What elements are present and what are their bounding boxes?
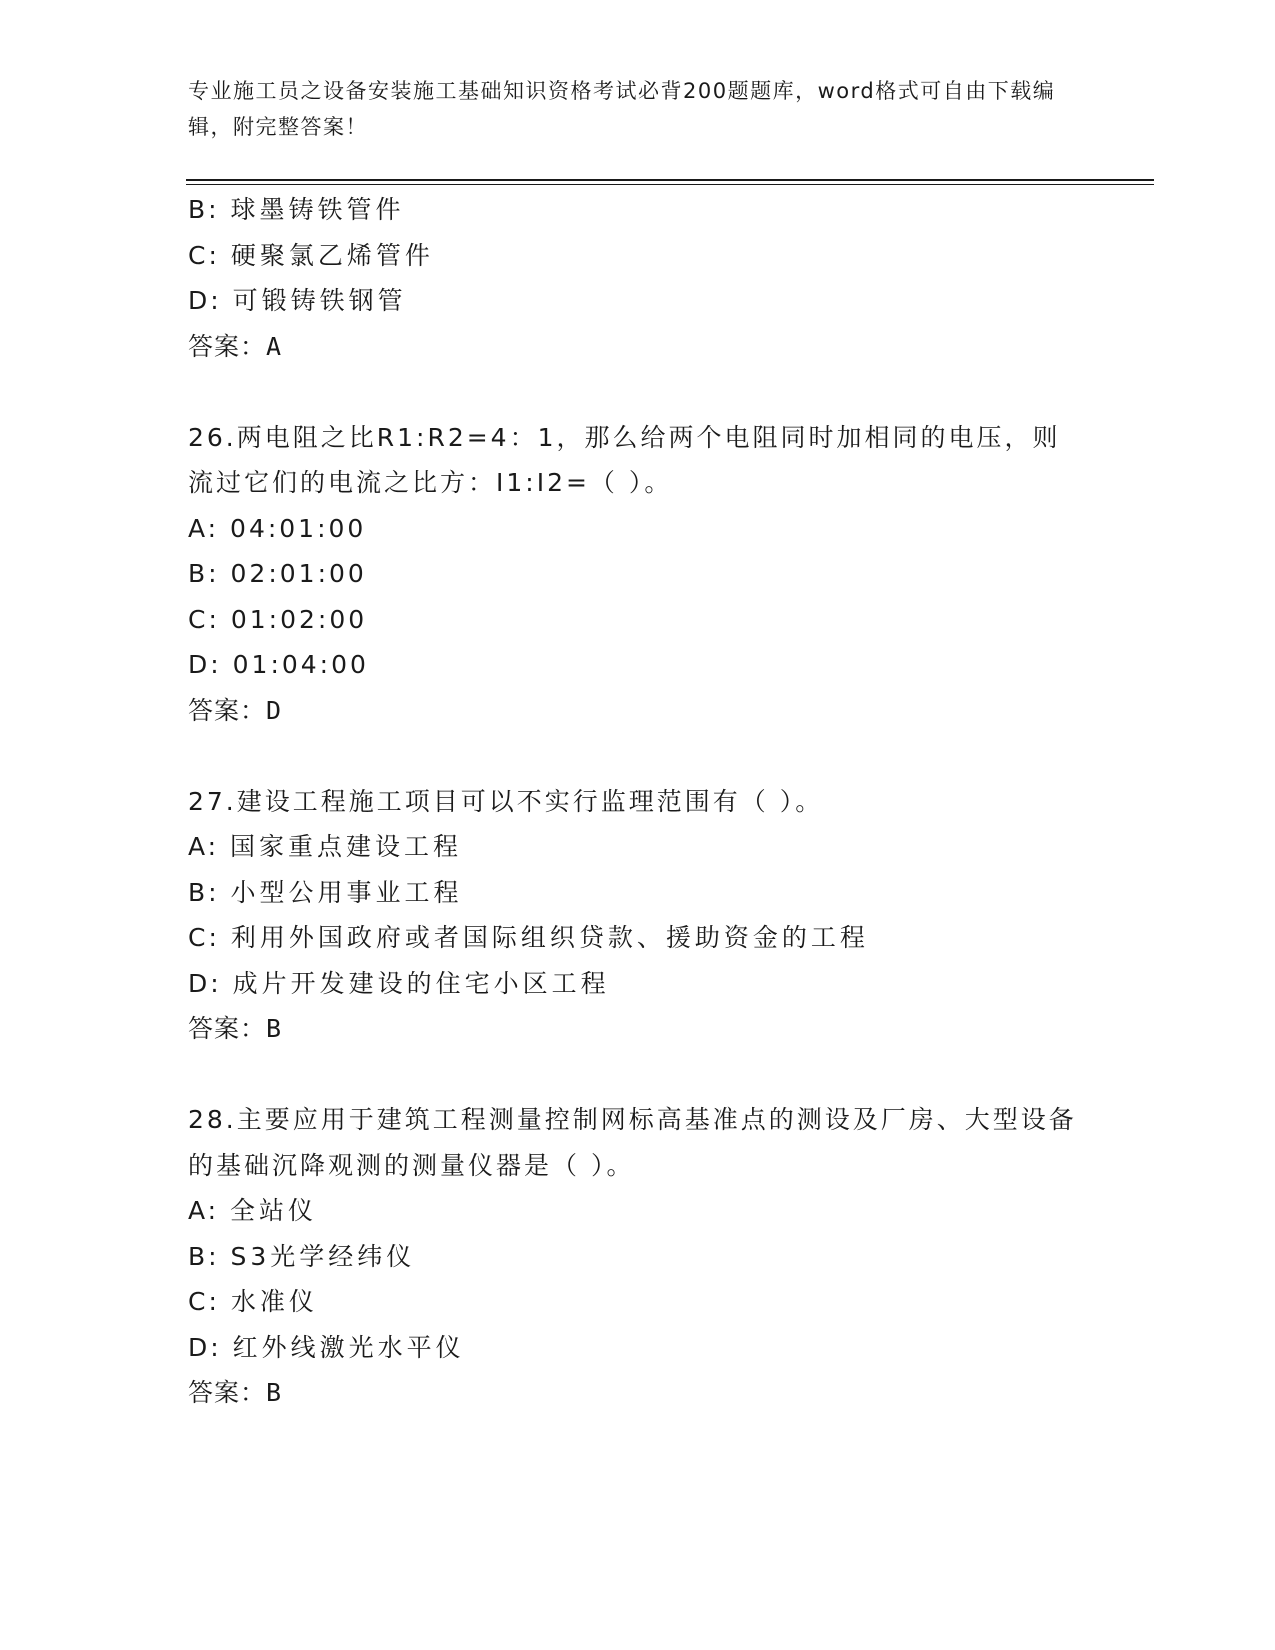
spacer — [188, 1052, 1088, 1098]
option-d — [188, 961, 1088, 1007]
option-text: 球墨铸铁管件 — [230, 195, 405, 224]
option-text: 红外线激光水平仪 — [232, 1332, 465, 1362]
option-label: C: — [188, 923, 220, 952]
option-text: 04:01:00 — [230, 513, 367, 543]
option-text: 利用外国政府或者国际组织贷款、援助资金的工程 — [230, 923, 869, 952]
option-text: 水准仪 — [230, 1287, 318, 1316]
option-label: C: — [188, 1287, 220, 1316]
question-27 — [188, 779, 1088, 1052]
option-text: 小型公用事业工程 — [230, 877, 463, 907]
answer-line: 答案：D — [188, 695, 283, 725]
option-label: D: — [188, 968, 222, 998]
option-c — [188, 1279, 1088, 1325]
question-text: 27.建设工程施工项目可以不实行监理范围有（ ）。 — [188, 786, 824, 816]
option-label: C: — [188, 240, 220, 270]
option-label: B: — [188, 1241, 220, 1271]
option-label: A: — [188, 832, 220, 861]
option-text: 02:01:00 — [230, 559, 367, 588]
option-c — [188, 915, 1088, 961]
option-label: A: — [188, 1196, 220, 1225]
option-label: D: — [188, 286, 222, 315]
question-26 — [188, 415, 1088, 734]
option-a — [188, 824, 1088, 870]
option-d — [188, 278, 1088, 324]
option-a — [188, 1188, 1088, 1234]
option-text: 可锻铸铁钢管 — [232, 286, 407, 315]
option-b — [188, 1234, 1088, 1280]
option-b — [188, 870, 1088, 916]
option-b — [188, 187, 1088, 233]
option-text: 硬聚氯乙烯管件 — [230, 240, 434, 270]
question-28 — [188, 1097, 1088, 1416]
option-label: B: — [188, 195, 220, 224]
option-b — [188, 551, 1088, 597]
question-text: 26.两电阻之比R1:R2=4：1，那么给两个电阻同时加相同的电压，则流过它们的电流之比方：I1:I2=（ ）。 — [188, 422, 1061, 497]
prev-question-options — [188, 187, 1088, 369]
answer-line: 答案：B — [188, 1014, 283, 1043]
spacer — [188, 369, 1088, 415]
option-c — [188, 233, 1088, 279]
option-label: A: — [188, 513, 220, 543]
option-a — [188, 506, 1088, 552]
option-text: 全站仪 — [230, 1196, 318, 1225]
answer-line: 答案：B — [188, 1378, 283, 1407]
header-divider-thin — [186, 184, 1154, 185]
option-c — [188, 597, 1088, 643]
option-text: 01:02:00 — [230, 604, 368, 634]
option-d — [188, 642, 1088, 688]
option-label: B: — [188, 559, 220, 588]
option-text: 国家重点建设工程 — [230, 832, 463, 861]
document-body — [188, 187, 1088, 1416]
option-text: 01:04:00 — [232, 650, 369, 679]
option-text: 成片开发建设的住宅小区工程 — [232, 968, 610, 998]
option-label: D: — [188, 650, 222, 679]
header-divider-thick — [186, 179, 1154, 181]
question-text: 28.主要应用于建筑工程测量控制网标高基准点的测设及厂房、大型设备的基础沉降观测的测量仪器是（ ）。 — [188, 1105, 1077, 1180]
option-label: B: — [188, 877, 220, 907]
option-label: D: — [188, 1332, 222, 1362]
document-header: 专业施工员之设备安装施工基础知识资格考试必背200题题库，word格式可自由下载编辑，附完整答案！ — [188, 79, 1056, 139]
spacer — [188, 733, 1088, 779]
option-text: S3光学经纬仪 — [230, 1241, 416, 1271]
option-label: C: — [188, 604, 220, 634]
option-d — [188, 1325, 1088, 1371]
answer-line: 答案：A — [188, 331, 283, 361]
